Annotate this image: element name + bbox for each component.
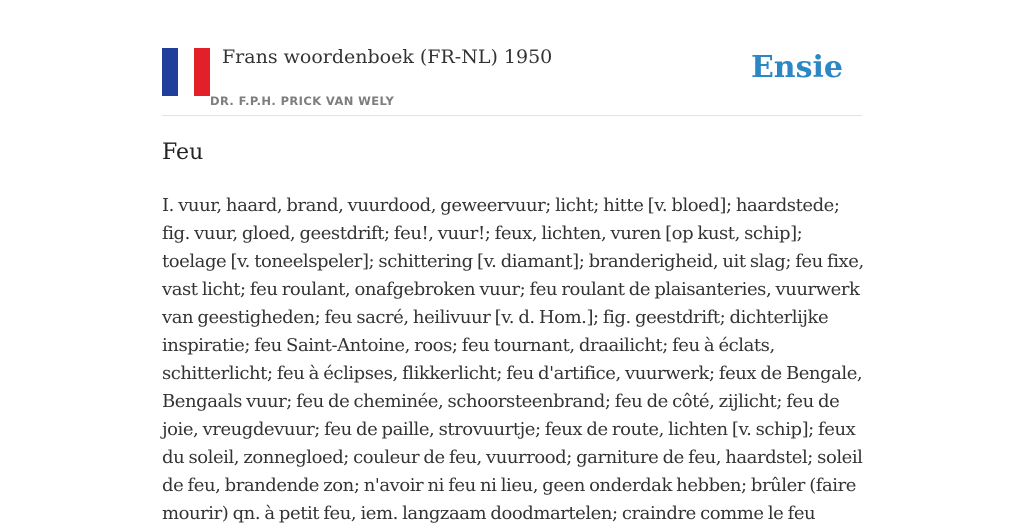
flag-stripe-white [178, 48, 194, 96]
entry-definition: I. vuur, haard, brand, vuurdood, geweervuur; licht; hitte [v. bloed]; haardstede; fig. vuur, gloed, geestdrift; feu!, vuur!; feux, lichten, vuren [op kust, schip]; toelage [v. toneelspeler]; schittering [v. diamant]; branderigheid, uit slag; feu fixe, vast licht; feu roulant, onafgebroken vuur; feu roulant de plaisanteries, vuurwerk van geestigheden; feu sacré, heilivuur [v. d. Hom.]; fig. geestdrift; dichterlijke inspiratie; feu Saint-Antoine, roos; feu tournant, draailicht; feu à éclats, schitterlicht; feu à éclipses, flikkerlicht; feu d'artifice, vuurwerk; feux de Bengale, Bengaals vuur; feu de cheminée, schoorsteenbrand; feu de côté, zijlicht; feu de joie, vreugdevuur; feu de paille, strovuurtje; feux de route, lichten [v. schip]; feux du soleil, zonnegloed; couleur de feu, vuurrood; garniture de feu, haardstel; soleil de feu, brandende zon; n'avoir ni feu ni lieu, geen onderdak hebben; brûler (faire mourir) qn. à petit feu, iem. langzaam doodmartelen; craindre comme le feu [162, 195, 864, 524]
ensie-logo[interactable]: Ensie [750, 50, 843, 85]
french-flag-icon [162, 48, 210, 96]
dictionary-header [162, 44, 862, 116]
dictionary-author: DR. F.P.H. PRICK VAN WELY [210, 94, 395, 108]
entry-headword: Feu [162, 140, 204, 165]
flag-stripe-red [194, 48, 210, 96]
flag-stripe-blue [162, 48, 178, 96]
dictionary-title[interactable]: Frans woordenboek (FR-NL) 1950 [222, 46, 553, 68]
